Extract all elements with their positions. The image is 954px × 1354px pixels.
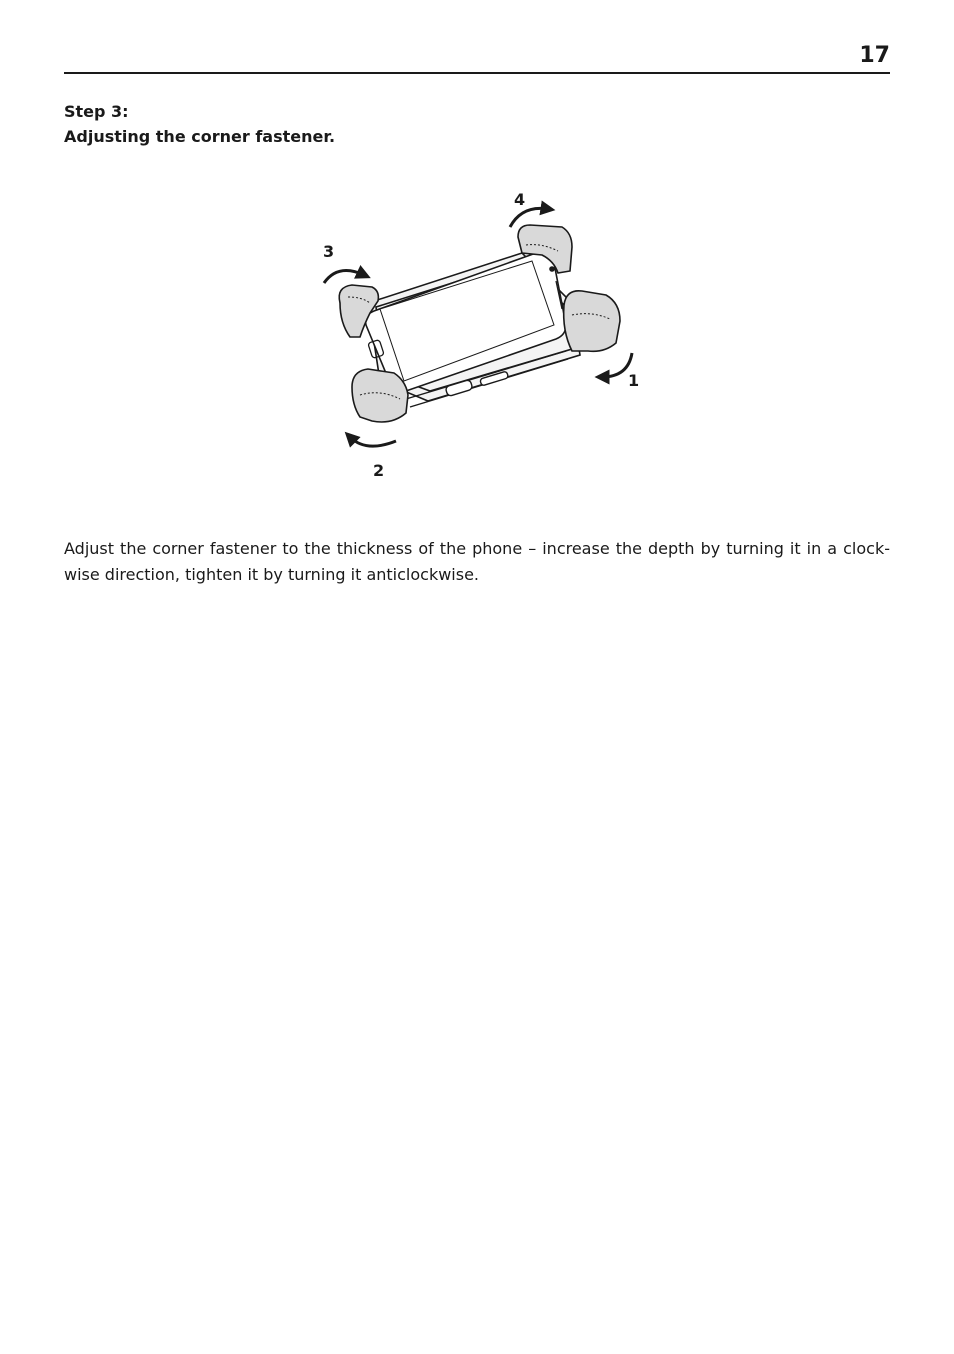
rotate-arrow-3-icon (324, 271, 364, 284)
arrow-label-3: 3 (323, 242, 335, 261)
arrow-label-4: 4 (514, 190, 526, 209)
step-heading (64, 99, 335, 149)
phone-holder-drawing (310, 185, 650, 485)
step-label: Step 3: (64, 102, 129, 121)
rotate-arrow-4-icon (510, 208, 548, 227)
step-title: Adjusting the corner fastener. (64, 127, 336, 146)
instruction-paragraph: Adjust the corner fastener to the thickness of the phone – increase the depth by turning it in a clock-wise direction, tighten it by turning it anticlockwise. (64, 539, 890, 584)
arrow-label-1: 1 (628, 371, 640, 390)
arrow-label-2: 2 (373, 461, 385, 480)
rotate-arrow-2-icon (350, 437, 396, 446)
corner-fastener-bottom-left (352, 369, 408, 422)
header-rule (64, 72, 890, 74)
phone-holder-illustration (310, 185, 650, 485)
corner-fastener-bottom-right (564, 291, 620, 352)
page-number: 17 (859, 43, 890, 68)
